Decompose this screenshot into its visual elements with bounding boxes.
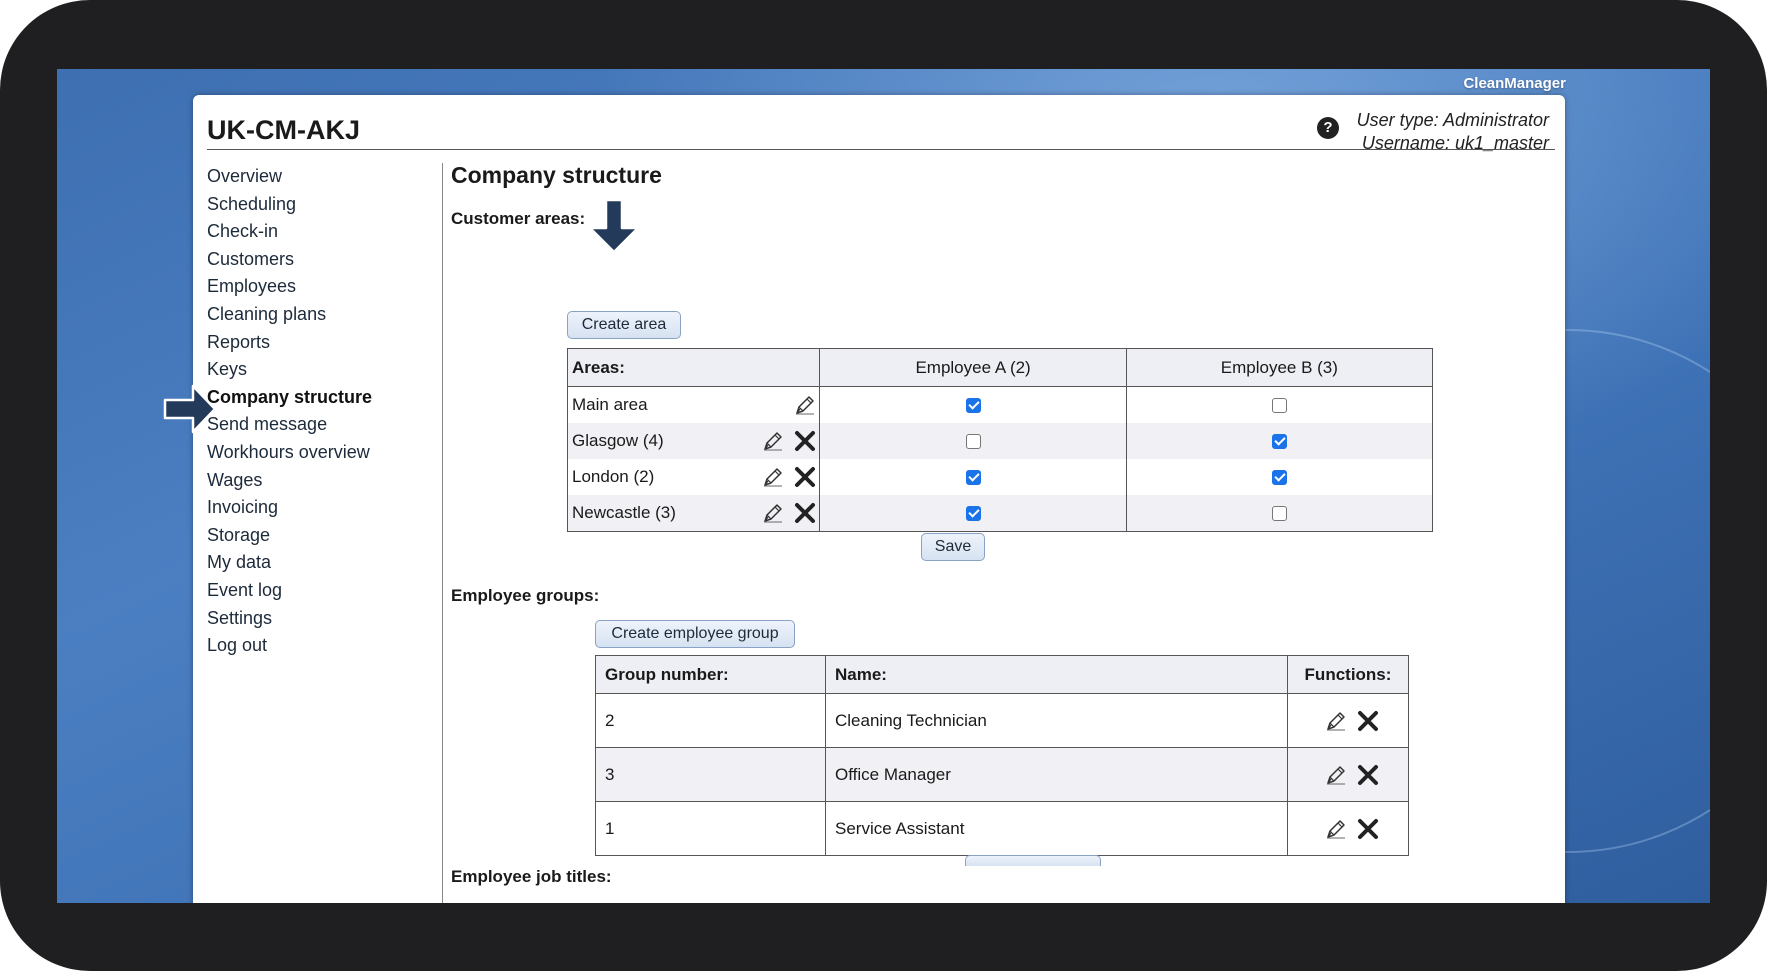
sidebar-item[interactable]: Overview [207, 166, 283, 186]
pencil-icon[interactable] [761, 501, 785, 525]
arrow-down-icon [588, 198, 640, 254]
app-window [193, 95, 1565, 903]
employee-a-checkbox[interactable] [966, 434, 981, 449]
sidebar-item[interactable]: Storage [207, 524, 271, 545]
name-column-header: Name: [826, 656, 1288, 694]
create-area-button[interactable]: Create area [567, 311, 681, 339]
area-row [568, 423, 1433, 459]
sidebar-item[interactable]: Cleaning plans [207, 303, 327, 324]
page-title: Company structure [451, 162, 662, 188]
user-type: User type: Administrator [1356, 110, 1549, 130]
employee-b-checkbox[interactable] [1272, 506, 1287, 521]
x-icon[interactable] [1356, 763, 1380, 787]
table-row [596, 802, 1409, 856]
save-button[interactable]: Save [921, 533, 985, 561]
area-name-cell [568, 459, 820, 495]
employee-b-checkbox[interactable] [1272, 434, 1287, 449]
group-functions-cell [1288, 694, 1409, 748]
group-name-cell: Office Manager [826, 748, 1288, 802]
employee-a-cell [820, 495, 1126, 532]
employee-b-column-header: Employee B (3) [1126, 349, 1432, 387]
pencil-icon[interactable] [1324, 709, 1348, 733]
table-row [596, 748, 1409, 802]
job-titles-title: Employee job titles: [451, 867, 612, 886]
username: Username: uk1_master [1361, 133, 1549, 153]
area-row [568, 495, 1433, 532]
group-number-cell: 1 [596, 802, 826, 856]
pencil-icon[interactable] [1324, 817, 1348, 841]
sidebar-item[interactable]: Check-in [207, 221, 279, 242]
employee-a-checkbox[interactable] [966, 398, 981, 413]
area-actions [785, 393, 817, 417]
sidebar-item[interactable]: Employees [207, 276, 297, 297]
sidebar-item[interactable]: Invoicing [207, 497, 279, 518]
area-actions [753, 465, 817, 489]
sidebar-item[interactable]: Company structure [207, 386, 373, 407]
employee-a-column-header: Employee A (2) [820, 349, 1126, 387]
functions-column-header: Functions: [1288, 656, 1409, 694]
sidebar-item[interactable]: Keys [207, 359, 248, 380]
desktop-screen [57, 69, 1710, 903]
area-name-cell [568, 495, 820, 532]
sidebar-item[interactable]: Send message [207, 414, 328, 435]
pencil-icon[interactable] [761, 429, 785, 453]
x-icon[interactable] [793, 429, 817, 453]
employee-a-cell [820, 423, 1126, 459]
sidebar-item[interactable]: Log out [207, 635, 268, 656]
create-job-title-button[interactable] [965, 855, 1101, 866]
employee-b-cell [1126, 387, 1432, 424]
brand-label: CleanManager [1463, 75, 1566, 92]
group-functions-cell [1288, 802, 1409, 856]
user-info [1357, 109, 1549, 155]
employee-groups-table [595, 655, 1409, 856]
employee-a-checkbox[interactable] [966, 470, 981, 485]
employee-a-cell [820, 459, 1126, 495]
area-name: London (2) [572, 467, 655, 486]
sidebar-divider [442, 163, 443, 903]
group-number-cell: 3 [596, 748, 826, 802]
sidebar-item[interactable]: Scheduling [207, 193, 297, 214]
group-name-cell: Cleaning Technician [826, 694, 1288, 748]
area-row [568, 387, 1433, 424]
sidebar-item[interactable]: Workhours overview [207, 441, 370, 462]
sidebar-item[interactable]: Settings [207, 607, 273, 628]
site-title: UK-CM-AKJ [207, 115, 360, 145]
sidebar-item[interactable]: Customers [207, 248, 295, 269]
employee-b-cell [1126, 423, 1432, 459]
area-name-cell [568, 387, 820, 424]
areas-header-row [568, 349, 1433, 387]
areas-table [567, 348, 1433, 532]
pencil-icon[interactable] [793, 393, 817, 417]
sidebar-item[interactable]: Wages [207, 469, 263, 490]
area-name: Newcastle (3) [572, 503, 676, 522]
sidebar-item[interactable]: Reports [207, 331, 271, 352]
employee-b-cell [1126, 495, 1432, 532]
pencil-icon[interactable] [1324, 763, 1348, 787]
area-name: Glasgow (4) [572, 431, 664, 450]
employee-groups-title: Employee groups: [451, 586, 600, 605]
x-icon[interactable] [793, 465, 817, 489]
x-icon[interactable] [1356, 709, 1380, 733]
area-actions [753, 429, 817, 453]
group-functions-cell [1288, 748, 1409, 802]
employee-a-checkbox[interactable] [966, 506, 981, 521]
help-icon[interactable]: ? [1317, 117, 1339, 139]
x-icon[interactable] [1356, 817, 1380, 841]
customer-areas-title: Customer areas: [451, 209, 586, 228]
employee-a-cell [820, 387, 1126, 424]
sidebar-item[interactable]: Event log [207, 579, 283, 600]
sidebar-nav [207, 163, 435, 660]
page-header [207, 109, 1555, 153]
area-name-cell [568, 423, 820, 459]
areas-column-header: Areas: [568, 349, 820, 387]
table-row [596, 694, 1409, 748]
groups-header-row [596, 656, 1409, 694]
group-number-cell: 2 [596, 694, 826, 748]
pencil-icon[interactable] [761, 465, 785, 489]
employee-b-checkbox[interactable] [1272, 398, 1287, 413]
group-number-column-header: Group number: [596, 656, 826, 694]
create-employee-group-button[interactable]: Create employee group [595, 620, 795, 648]
area-name: Main area [572, 395, 648, 414]
arrow-right-icon [163, 383, 217, 435]
employee-b-cell [1126, 459, 1432, 495]
area-actions [753, 501, 817, 525]
employee-b-checkbox[interactable] [1272, 470, 1287, 485]
group-name-cell: Service Assistant [826, 802, 1288, 856]
sidebar-item[interactable]: My data [207, 552, 272, 573]
x-icon[interactable] [793, 501, 817, 525]
area-row [568, 459, 1433, 495]
